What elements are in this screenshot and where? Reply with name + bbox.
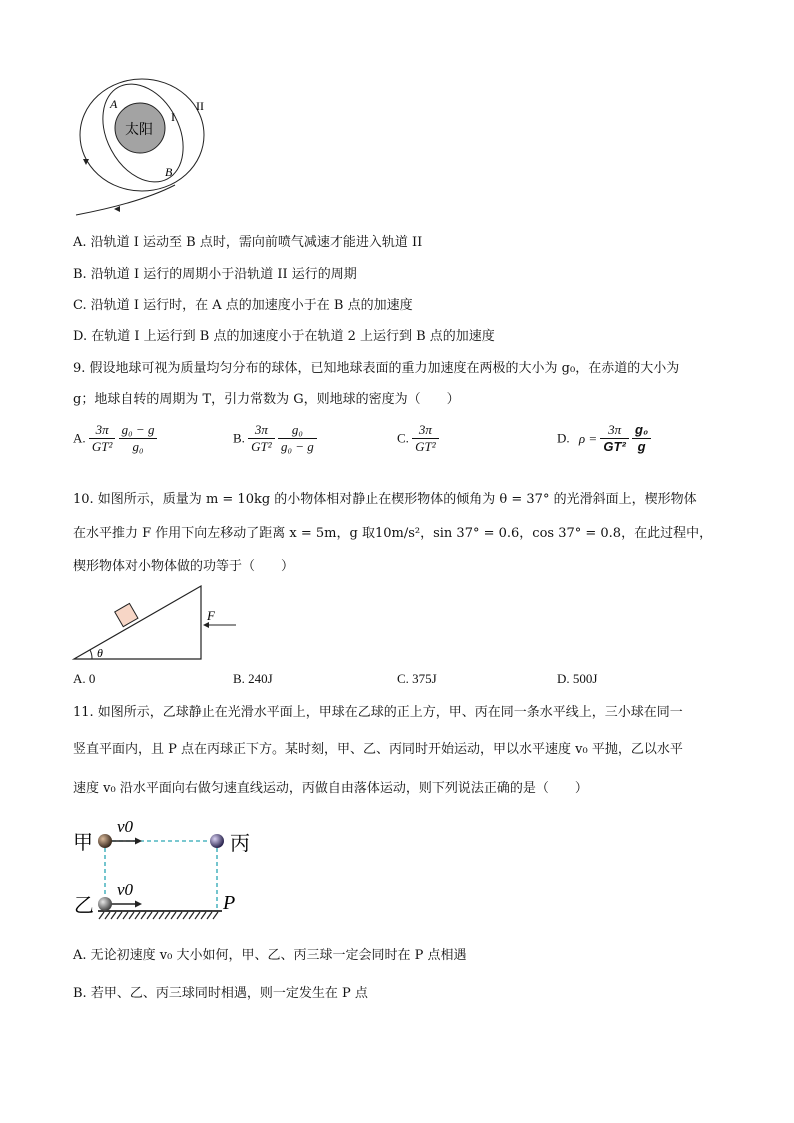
fraction: $\frac{3\pi}{\text{GT²}}$ [89, 422, 116, 455]
force-label: F [207, 608, 215, 623]
theta-label: θ [97, 646, 103, 660]
small-block [115, 603, 138, 626]
q9-choice-c-label: C. [397, 430, 409, 446]
q11-line-1: 11. 如图所示，乙球静止在光滑水平面上，甲球在乙球的正上方，甲、丙在同一条水平线上，三小球在同一 [73, 705, 683, 720]
ball-bing [210, 834, 224, 848]
q9-choice-c [397, 422, 439, 455]
hatch-mark [123, 912, 128, 919]
q9-choice-d [557, 422, 651, 455]
q9-choice-d-label: D. [557, 430, 570, 446]
fraction: $\frac{\text{g₀}}{\text{g₀ − g}}$ [278, 422, 317, 455]
ground-hatch [99, 912, 218, 919]
hatch-mark [153, 912, 158, 919]
point-a-label: A [110, 97, 118, 111]
ball-yi [98, 897, 112, 911]
arrow-mark [135, 901, 142, 908]
fraction: $\frac{3\pi}{\text{GT²}}$ [248, 422, 275, 455]
wedge-figure [70, 583, 245, 663]
label-v0-top: v0 [117, 817, 134, 836]
sun-label: 太阳 [125, 123, 153, 138]
hatch-mark [165, 912, 170, 919]
hatch-mark [99, 912, 104, 919]
orbit-1-label: I [171, 110, 175, 124]
q8-option-c: C. 沿轨道 I 运行时，在 A 点的加速度小于在 B 点的加速度 [73, 298, 413, 313]
hatch-mark [111, 912, 116, 919]
fraction: $\frac{\text{g₀ − g}}{\text{g₀}}$ [119, 422, 158, 455]
hatch-mark [117, 912, 122, 919]
hatch-mark [183, 912, 188, 919]
hatch-mark [189, 912, 194, 919]
orbit-figure [70, 75, 220, 220]
hatch-mark [207, 912, 212, 919]
fraction: $\frac{3\pi}{\text{GT²}}$ [412, 422, 439, 455]
orbit-2-label: II [196, 99, 204, 113]
label-v0-bottom: v0 [117, 880, 134, 899]
hatch-mark [171, 912, 176, 919]
q10-option-b: B. 240J [233, 671, 273, 686]
q9-choice-a [73, 422, 157, 455]
hatch-mark [177, 912, 182, 919]
q10-line-3: 楔形物体对小物体做的功等于（ ） [73, 559, 295, 574]
q11-option-a: A. 无论初速度 v₀ 大小如何，甲、乙、丙三球一定会同时在 P 点相遇 [73, 948, 467, 963]
q8-option-a: A. 沿轨道 I 运动至 B 点时，需向前喷气减速才能进入轨道 II [73, 235, 423, 250]
hatch-mark [135, 912, 140, 919]
fraction: $\frac{3\pi}{\text{GT²}}$ [600, 422, 628, 455]
q9-choice-b-label: B. [233, 430, 245, 446]
q9-line-2: g；地球自转的周期为 T，引力常数为 G，则地球的密度为（ ） [73, 392, 460, 407]
hatch-mark [105, 912, 110, 919]
q8-option-d: D. 在轨道 I 上运行到 B 点的加速度小于在轨道 2 上运行到 B 点的加速度 [73, 329, 495, 344]
q10-option-d: D. 500J [557, 671, 598, 686]
q8-option-b: B. 沿轨道 I 运行的周期小于沿轨道 II 运行的周期 [73, 267, 357, 282]
q11-line-2: 竖直平面内，且 P 点在丙球正下方。某时刻，甲、乙、丙同时开始运动，甲以水平速度 v₀ 平抛，乙以水平 [73, 742, 683, 757]
label-p: P [223, 892, 236, 914]
hatch-mark [141, 912, 146, 919]
wedge [74, 586, 201, 659]
q9-choice-b [233, 422, 317, 455]
rho-symbol: ρ = [578, 430, 598, 446]
q11-option-b: B. 若甲、乙、丙三球同时相遇，则一定发生在 P 点 [73, 986, 368, 1001]
theta-arc [90, 650, 92, 659]
fraction: $\frac{\text{g₀}}{g}$ [632, 422, 651, 455]
ball-jia [98, 834, 112, 848]
q9-choice-a-label: A. [73, 430, 86, 446]
q10-option-c: C. 375J [397, 671, 437, 686]
label-jia: 甲 [73, 832, 93, 854]
q9-line-1: 9. 假设地球可视为质量均匀分布的球体，已知地球表面的重力加速度在两极的大小为 g₀，在赤道的大小为 [73, 361, 680, 376]
arrow-mark [83, 159, 89, 165]
hatch-mark [159, 912, 164, 919]
label-bing: 丙 [230, 833, 250, 855]
three-balls-figure [70, 812, 270, 930]
q10-option-a: A. 0 [73, 671, 96, 686]
hatch-mark [213, 912, 218, 919]
hatch-mark [195, 912, 200, 919]
label-yi: 乙 [74, 895, 94, 917]
arrow-mark [135, 838, 142, 845]
q10-line-2: 在水平推力 F 作用下向左移动了距离 x = 5m，g 取10m/s²，sin 37° = 0.6，cos 37° = 0.8，在此过程中， [73, 526, 713, 541]
hatch-mark [129, 912, 134, 919]
hatch-mark [201, 912, 206, 919]
q11-line-3: 速度 v₀ 沿水平面向右做匀速直线运动，丙做自由落体运动，则下列说法正确的是（ ） [73, 781, 588, 796]
q10-line-1: 10. 如图所示，质量为 m = 10kg 的小物体相对静止在楔形物体的倾角为 θ = 37° 的光滑斜面上，楔形物体 [73, 492, 697, 507]
hatch-mark [147, 912, 152, 919]
point-b-label: B [165, 165, 173, 179]
